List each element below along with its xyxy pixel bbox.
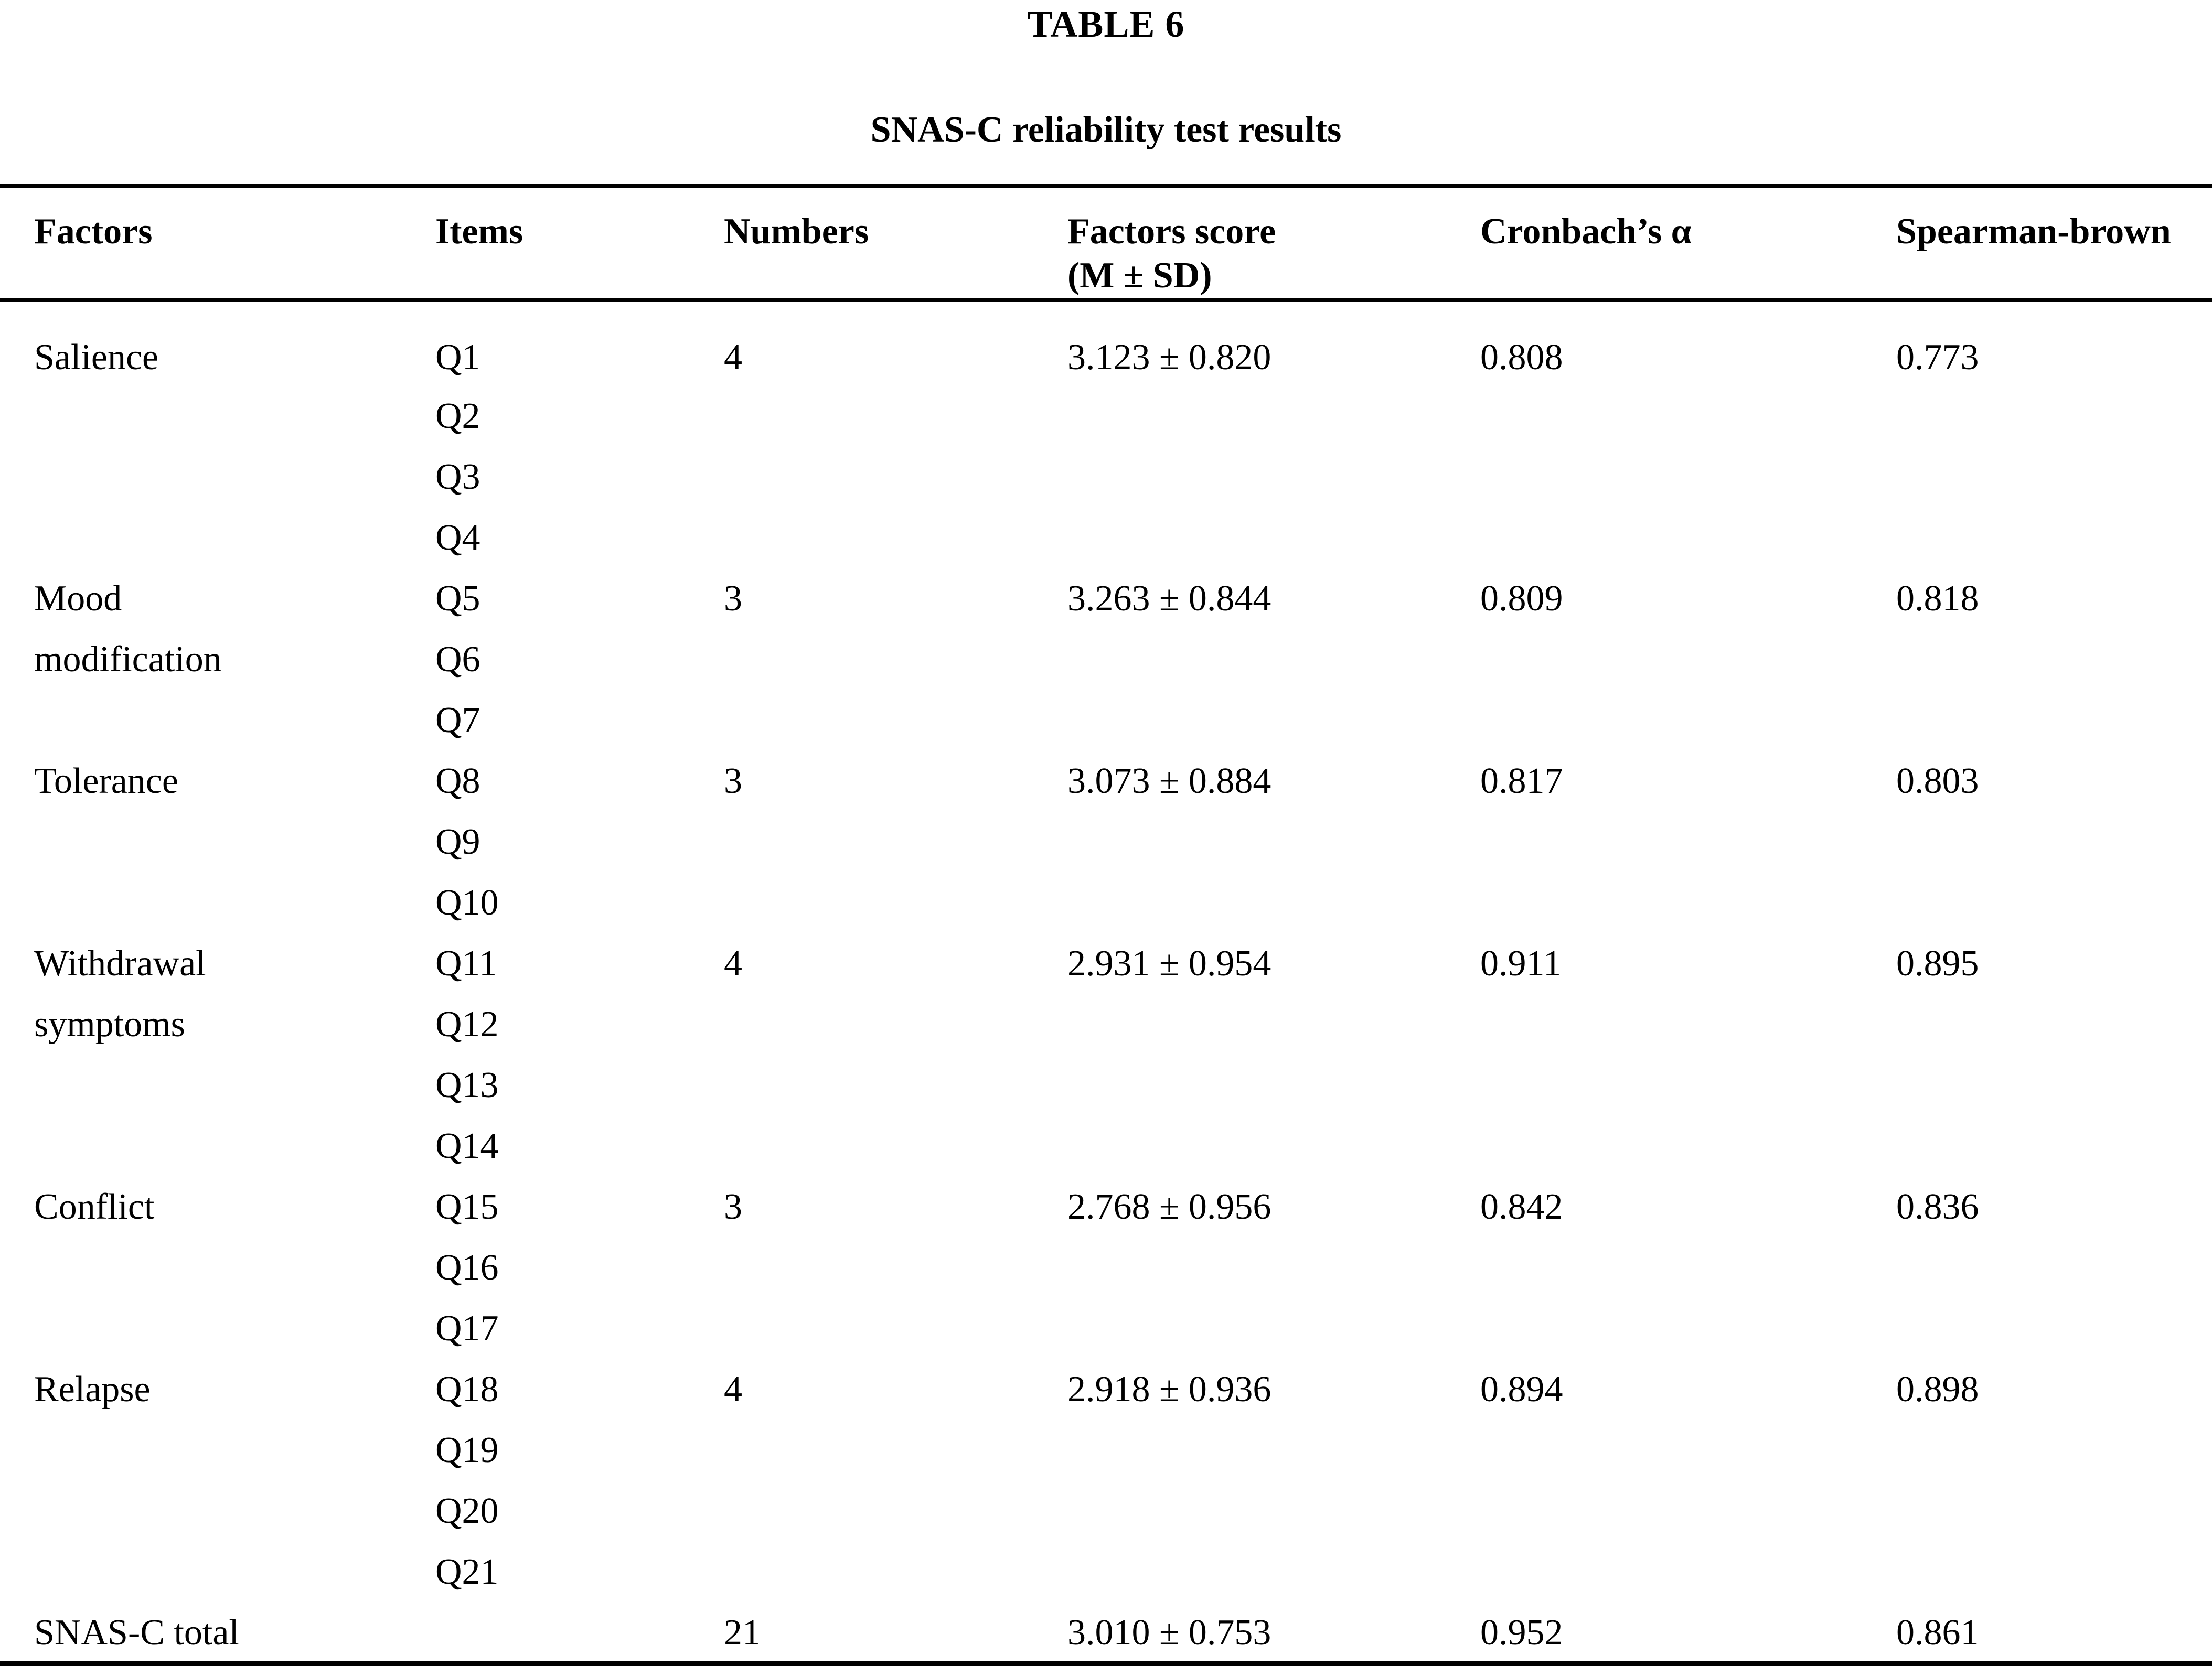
cell-cronbach (1480, 638, 1896, 698)
cell-spearman (1896, 455, 2212, 516)
col-header-items: Items (435, 186, 724, 300)
cell-score (1067, 516, 1480, 577)
cell-score (1067, 1246, 1480, 1307)
cell-numbers (724, 1063, 1067, 1124)
cell-cronbach (1480, 1550, 1896, 1611)
cell-score (1067, 1307, 1480, 1368)
cell-item: Q10 (435, 883, 499, 923)
reliability-table (0, 184, 2212, 1666)
cell-score (1067, 820, 1480, 881)
table-row (0, 394, 2212, 455)
table-row (0, 1428, 2212, 1489)
cell-numbers (724, 698, 1067, 759)
cell-score: 2.768 ± 0.956 (1067, 1187, 1271, 1227)
cell-score (1067, 1063, 1480, 1124)
cell-cronbach (1480, 394, 1896, 455)
cell-cronbach (1480, 881, 1896, 942)
cell-spearman: 0.773 (1896, 337, 1979, 378)
cell-item: Q15 (435, 1187, 499, 1227)
cell-item: Q19 (435, 1430, 499, 1470)
table-row (0, 698, 2212, 759)
cell-spearman (1896, 698, 2212, 759)
cell-cronbach (1480, 1246, 1896, 1307)
table-row (0, 1489, 2212, 1550)
cell-score (1067, 1428, 1480, 1489)
cell-score (1067, 638, 1480, 698)
cell-cronbach (1480, 1124, 1896, 1185)
cell-item: Q20 (435, 1491, 499, 1531)
cell-cronbach (1480, 455, 1896, 516)
cell-score (1067, 394, 1480, 455)
table-row (0, 759, 2212, 820)
table-row (0, 1003, 2212, 1063)
table-row (0, 942, 2212, 1003)
cell-item: Q8 (435, 761, 480, 801)
cell-score (1067, 1003, 1480, 1063)
cell-cronbach (1480, 1489, 1896, 1550)
cell-numbers (724, 1307, 1067, 1368)
cell-factor (0, 820, 435, 881)
cell-factor: symptoms (34, 1004, 185, 1045)
cell-numbers (724, 1550, 1067, 1611)
cell-cronbach: 0.894 (1480, 1369, 1563, 1410)
cell-item: Q18 (435, 1369, 499, 1410)
cell-factor (0, 1063, 435, 1124)
cell-numbers (724, 394, 1067, 455)
header-row (0, 186, 2212, 300)
table-row (0, 455, 2212, 516)
cell-numbers (724, 1124, 1067, 1185)
cell-factor (0, 1428, 435, 1489)
cell-cronbach (1480, 1428, 1896, 1489)
cell-cronbach (1480, 1003, 1896, 1063)
cell-spearman (1896, 638, 2212, 698)
cell-cronbach (1480, 516, 1896, 577)
col-header-score-line2: (M ± SD) (1067, 255, 1212, 296)
cell-spearman: 0.818 (1896, 578, 1979, 619)
cell-factor (0, 516, 435, 577)
cell-factor (0, 1124, 435, 1185)
cell-score (1067, 1550, 1480, 1611)
cell-score (1067, 698, 1480, 759)
cell-numbers (724, 638, 1067, 698)
cell-factor (0, 1550, 435, 1611)
cell-item: Q7 (435, 700, 480, 740)
cell-spearman (1896, 516, 2212, 577)
cell-score: 3.010 ± 0.753 (1067, 1613, 1271, 1653)
cell-numbers (724, 1003, 1067, 1063)
col-header-cronbach: Cronbach’s α (1480, 186, 1896, 300)
table-header (0, 186, 2212, 300)
cell-numbers (724, 455, 1067, 516)
cell-item: Q4 (435, 518, 480, 558)
cell-factor: Conflict (34, 1187, 155, 1227)
cell-factor (0, 394, 435, 455)
cell-numbers: 3 (724, 578, 742, 619)
cell-spearman (1896, 820, 2212, 881)
table-row (0, 516, 2212, 577)
cell-spearman (1896, 1307, 2212, 1368)
cell-item: Q9 (435, 822, 480, 862)
cell-factor: Relapse (34, 1369, 151, 1410)
cell-spearman (1896, 1003, 2212, 1063)
cell-score (1067, 881, 1480, 942)
cell-factor (0, 1307, 435, 1368)
cell-item: Q5 (435, 578, 480, 619)
col-header-factors: Factors (0, 186, 435, 300)
cell-spearman: 0.861 (1896, 1613, 1979, 1653)
cell-spearman (1896, 1246, 2212, 1307)
cell-item (435, 1611, 724, 1663)
table-row (0, 638, 2212, 698)
table-row (0, 1185, 2212, 1246)
table-title: TABLE 6 (1027, 3, 1185, 45)
cell-item: Q16 (435, 1248, 499, 1288)
cell-spearman: 0.898 (1896, 1369, 1979, 1410)
col-header-score-line1: Factors score (1067, 211, 1276, 252)
cell-score (1067, 455, 1480, 516)
cell-cronbach (1480, 820, 1896, 881)
cell-factor (0, 1246, 435, 1307)
cell-spearman: 0.803 (1896, 761, 1979, 801)
col-header-spearman: Spearman-brown (1896, 186, 2212, 300)
cell-factor: Withdrawal (34, 943, 206, 984)
cell-numbers: 4 (724, 337, 742, 378)
table-subtitle: SNAS-C reliability test results (870, 110, 1342, 150)
cell-numbers: 4 (724, 1369, 742, 1410)
cell-spearman (1896, 1489, 2212, 1550)
cell-cronbach: 0.911 (1480, 943, 1562, 984)
cell-factor: modification (34, 639, 222, 680)
cell-item: Q11 (435, 943, 497, 984)
table-body (0, 300, 2212, 1663)
cell-factor (0, 1489, 435, 1550)
cell-factor (0, 698, 435, 759)
col-header-numbers: Numbers (724, 186, 1067, 300)
cell-item: Q13 (435, 1065, 499, 1105)
table-row (0, 577, 2212, 638)
col-header-score (1067, 186, 1480, 300)
cell-numbers (724, 820, 1067, 881)
cell-numbers (724, 1428, 1067, 1489)
cell-factor: Salience (34, 337, 159, 378)
cell-spearman (1896, 1428, 2212, 1489)
cell-spearman (1896, 881, 2212, 942)
cell-cronbach: 0.809 (1480, 578, 1563, 619)
cell-item: Q12 (435, 1004, 499, 1045)
table-row (0, 1124, 2212, 1185)
table-row (0, 300, 2212, 394)
cell-cronbach (1480, 1063, 1896, 1124)
table-row (0, 1611, 2212, 1663)
cell-item: Q14 (435, 1126, 499, 1166)
table-row (0, 820, 2212, 881)
cell-spearman (1896, 394, 2212, 455)
cell-numbers: 3 (724, 761, 742, 801)
cell-cronbach: 0.842 (1480, 1187, 1563, 1227)
cell-numbers: 21 (724, 1613, 761, 1653)
cell-numbers (724, 881, 1067, 942)
cell-factor (0, 455, 435, 516)
cell-cronbach: 0.808 (1480, 337, 1563, 378)
cell-factor: Mood (34, 578, 122, 619)
cell-spearman (1896, 1063, 2212, 1124)
cell-cronbach: 0.952 (1480, 1613, 1563, 1653)
cell-spearman (1896, 1550, 2212, 1611)
cell-score (1067, 1489, 1480, 1550)
cell-spearman: 0.836 (1896, 1187, 1979, 1227)
cell-numbers (724, 1246, 1067, 1307)
cell-factor: SNAS-C total (34, 1613, 239, 1653)
cell-score: 3.073 ± 0.884 (1067, 761, 1271, 801)
cell-item: Q2 (435, 396, 480, 436)
cell-item: Q1 (435, 337, 480, 378)
cell-numbers: 3 (724, 1187, 742, 1227)
cell-item: Q21 (435, 1552, 499, 1592)
table-row (0, 1307, 2212, 1368)
cell-cronbach: 0.817 (1480, 761, 1563, 801)
table-row (0, 881, 2212, 942)
cell-score: 2.931 ± 0.954 (1067, 943, 1271, 984)
cell-spearman: 0.895 (1896, 943, 1979, 984)
table-row (0, 1550, 2212, 1611)
table-row (0, 1063, 2212, 1124)
cell-spearman (1896, 1124, 2212, 1185)
table-row (0, 1368, 2212, 1428)
table-row (0, 1246, 2212, 1307)
cell-numbers: 4 (724, 943, 742, 984)
cell-cronbach (1480, 1307, 1896, 1368)
cell-cronbach (1480, 698, 1896, 759)
cell-numbers (724, 1489, 1067, 1550)
cell-item: Q17 (435, 1308, 499, 1349)
cell-item: Q6 (435, 639, 480, 680)
cell-score: 3.263 ± 0.844 (1067, 578, 1271, 619)
cell-factor: Tolerance (34, 761, 178, 801)
cell-item: Q3 (435, 457, 480, 497)
cell-score: 2.918 ± 0.936 (1067, 1369, 1271, 1410)
cell-factor (0, 881, 435, 942)
cell-numbers (724, 516, 1067, 577)
cell-score: 3.123 ± 0.820 (1067, 337, 1271, 378)
cell-score (1067, 1124, 1480, 1185)
